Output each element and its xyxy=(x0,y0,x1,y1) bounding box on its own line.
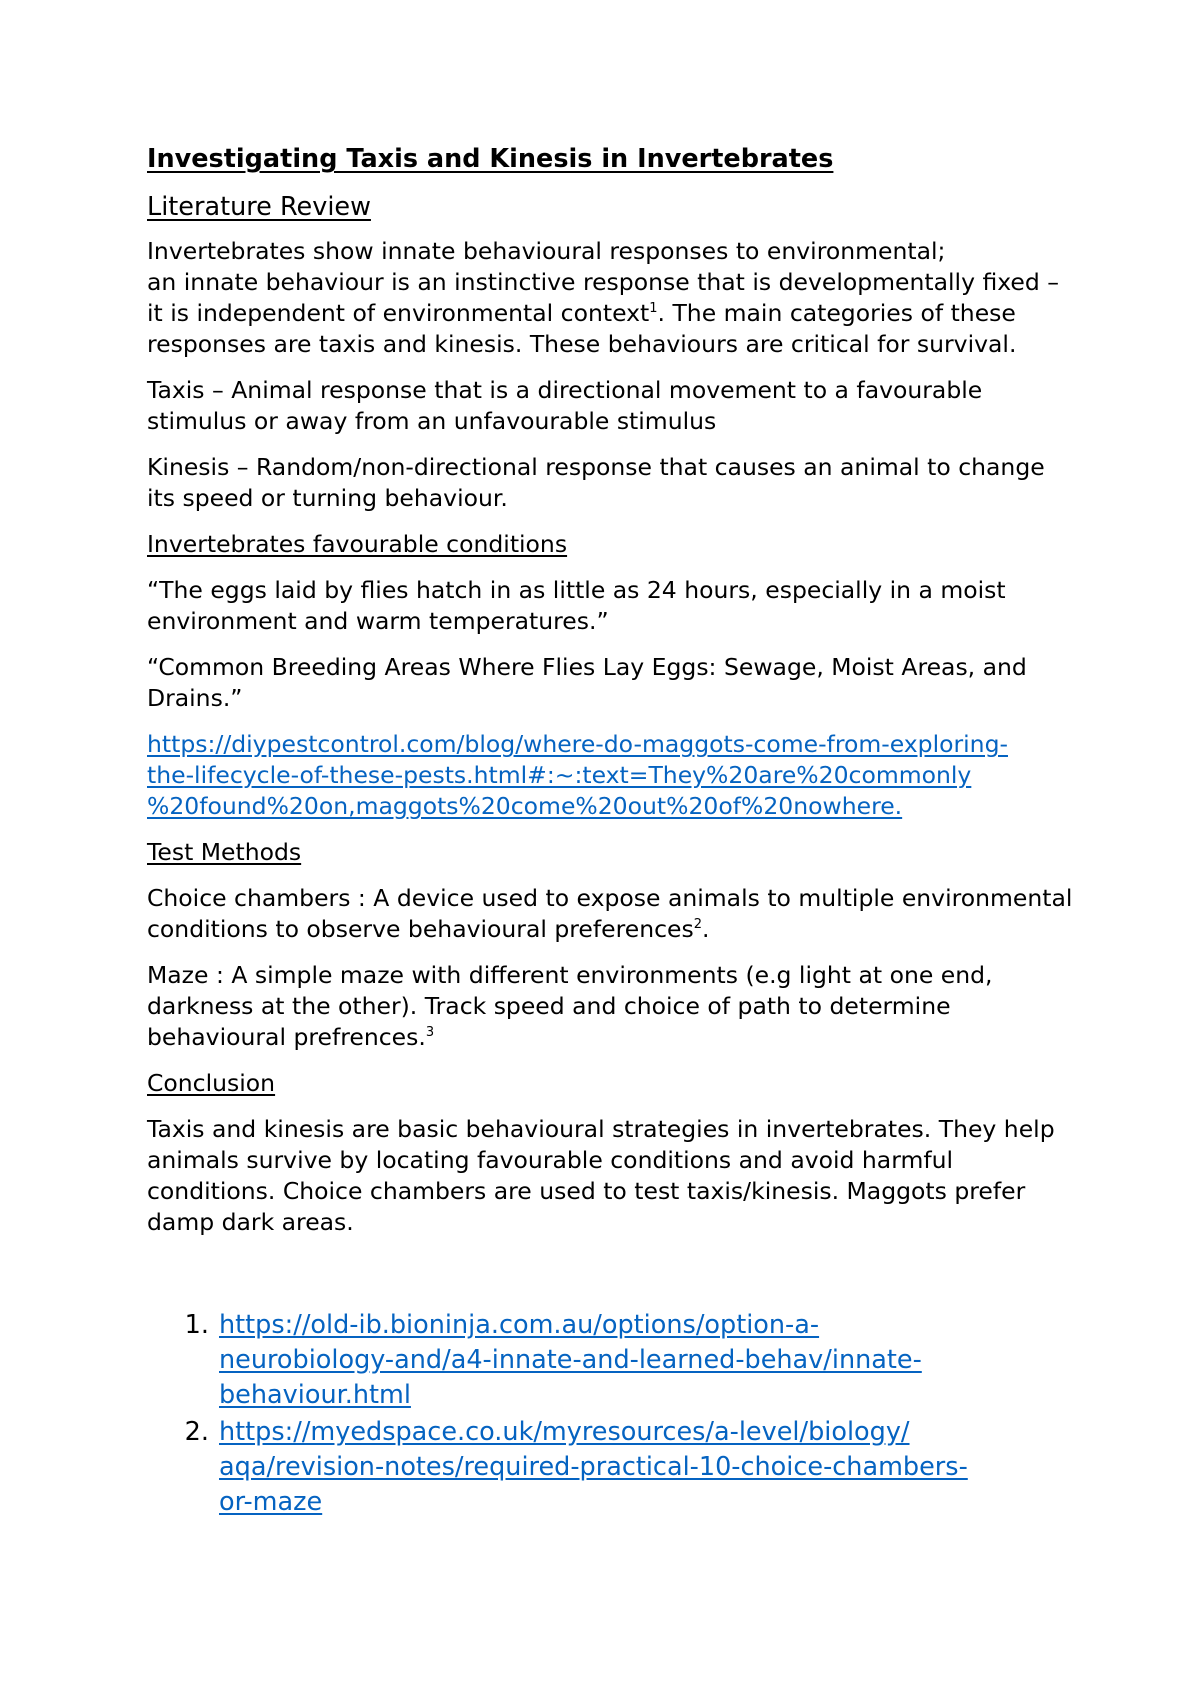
kinesis-definition: Kinesis – Random/non-directional response that causes an animal to change its speed or turning behaviour. xyxy=(147,453,1045,512)
taxis-definition: Taxis – Animal response that is a directional movement to a favourable stimulus or away from an unfavourable stimulus xyxy=(147,376,983,435)
reference-item-1 xyxy=(147,1308,1077,1413)
document-title: Investigating Taxis and Kinesis in Invertebrates xyxy=(147,144,834,174)
choice-chambers-text: Choice chambers : A device used to expose animals to multiple environmental conditions to observe behavioural preferences xyxy=(147,884,1073,943)
favourable-conditions-heading: Invertebrates favourable conditions xyxy=(147,530,568,558)
maze-text: Maze : A simple maze with different environments (e.g light at one end, darkness at the other). Track speed and choice of path to determine behavioural prefrences. xyxy=(147,961,993,1051)
diypestcontrol-link-paragraph xyxy=(147,729,1077,822)
choice-chambers-end: . xyxy=(702,915,710,943)
literature-review-heading: Literature Review xyxy=(147,192,371,222)
test-methods-heading: Test Methods xyxy=(147,838,302,866)
intro-text-b: . The main categories of these responses are taxis and kinesis. These behaviours are critical for survival. xyxy=(147,299,1017,358)
conclusion-paragraph: Taxis and kinesis are basic behavioural strategies in invertebrates. They help animals survive by locating favourable conditions and avoid harmful conditions. Choice chambers are used to test taxis/kinesis. Maggots prefer damp dark areas. xyxy=(147,1115,1055,1236)
reference-link-2[interactable] xyxy=(219,1415,1077,1520)
reference-number-1: 1. xyxy=(184,1310,209,1340)
choice-chambers-paragraph xyxy=(147,883,1077,945)
reference-link-1-line-1[interactable]: https://old-ib.bioninja.com.au/options/option-a- xyxy=(219,1310,820,1340)
intro-paragraph xyxy=(147,236,1077,360)
references-list xyxy=(147,1308,1077,1520)
maze-paragraph xyxy=(147,960,1077,1053)
reference-item-2 xyxy=(147,1415,1077,1520)
reference-link-2-line-3[interactable]: or-maze xyxy=(219,1487,323,1517)
footnote-1-marker: 1 xyxy=(649,301,658,316)
footnote-2-marker: 2 xyxy=(693,917,703,932)
quote-breeding-areas: “Common Breeding Areas Where Flies Lay Eggs: Sewage, Moist Areas, and Drains.” xyxy=(147,653,1027,712)
reference-link-2-line-1[interactable]: https://myedspace.co.uk/myresources/a-level/biology/ xyxy=(219,1417,910,1447)
reference-link-1-line-3[interactable]: behaviour.html xyxy=(219,1380,411,1410)
diypestcontrol-link-line-3[interactable]: %20found%20on,maggots%20come%20out%20of%20nowhere. xyxy=(147,792,903,820)
conclusion-heading: Conclusion xyxy=(147,1069,276,1097)
diypestcontrol-link-line-2[interactable]: the-lifecycle-of-these-pests.html#:~:text=They%20are%20commonly xyxy=(147,761,972,789)
quote-eggs-hatch: “The eggs laid by flies hatch in as little as 24 hours, especially in a moist environment and warm temperatures.” xyxy=(147,576,1006,635)
intro-line-1: Invertebrates show innate behavioural responses to environmental; xyxy=(147,237,946,265)
reference-link-1[interactable] xyxy=(219,1308,1077,1413)
reference-link-1-line-2[interactable]: neurobiology-and/a4-innate-and-learned-behav/innate- xyxy=(219,1345,922,1375)
reference-number-2: 2. xyxy=(184,1417,209,1447)
intro-text-a: an innate behaviour is an instinctive response that is developmentally fixed – it is independent of environmental context xyxy=(147,268,1060,327)
reference-link-2-line-2[interactable]: aqa/revision-notes/required-practical-10-choice-chambers- xyxy=(219,1452,968,1482)
document-page xyxy=(147,142,1077,1522)
diypestcontrol-link-line-1[interactable]: https://diypestcontrol.com/blog/where-do-maggots-come-from-exploring- xyxy=(147,730,1008,758)
footnote-3-marker: 3 xyxy=(425,1025,435,1040)
